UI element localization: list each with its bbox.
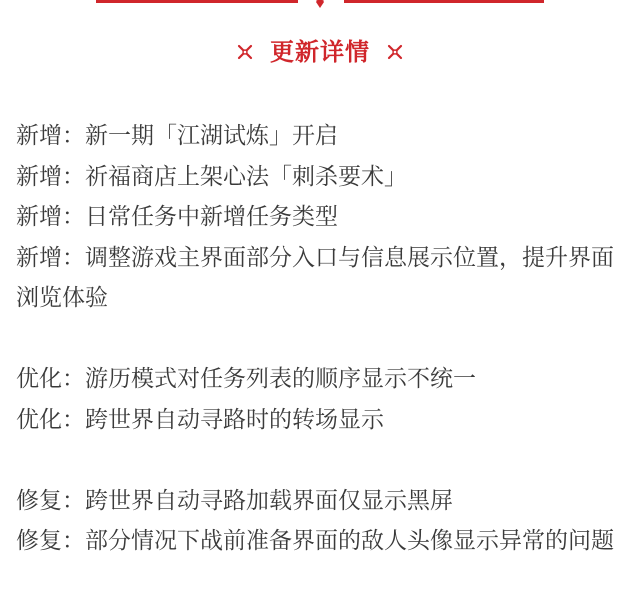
cross-ornament-icon <box>386 43 404 61</box>
optimizations-group <box>16 359 626 440</box>
note-line: 优化：游历模式对任务列表的顺序显示不统一 <box>16 366 476 392</box>
update-notes <box>16 116 626 562</box>
cross-ornament-icon <box>236 43 254 61</box>
fixes-group <box>16 481 626 562</box>
section-header <box>0 32 640 72</box>
note-line: 修复：跨世界自动寻路加载界面仅显示黑屏 <box>16 487 453 514</box>
note-line: 新增：调整游戏主界面部分入口与信息展示位置，提升界面浏览体验 <box>16 244 614 311</box>
note-line: 修复：部分情况下战前准备界面的敌人头像显示异常的问题 <box>16 528 614 554</box>
section-title: 更新详情 <box>270 38 370 66</box>
top-divider-left <box>96 0 298 3</box>
note-line: 优化：跨世界自动寻路时的转场显示 <box>16 406 384 433</box>
additions-group <box>16 116 626 319</box>
note-line: 新增：祈福商店上架心法「刺杀要术」 <box>16 163 407 190</box>
top-divider-right <box>344 0 544 3</box>
top-divider-ornament-icon <box>310 0 330 8</box>
note-line: 新增：日常任务中新增任务类型 <box>16 204 338 230</box>
note-line: 新增：新一期「江湖试炼」开启 <box>16 123 338 149</box>
